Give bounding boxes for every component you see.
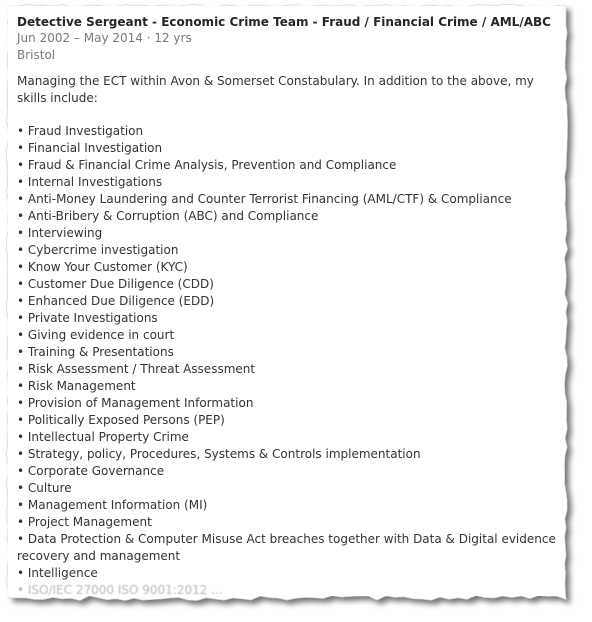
skill-item: • Private Investigations [17,311,158,325]
skill-item: • Internal Investigations [17,175,163,189]
skill-item: • Management Information (MI) [17,498,208,512]
skill-item: • Intellectual Property Crime [17,430,189,444]
skill-item: • Enhanced Due Diligence (EDD) [17,294,215,308]
skill-item: • Risk Assessment / Threat Assessment [17,362,256,376]
skills-list [17,123,564,582]
skill-item: • Giving evidence in court [17,328,175,342]
skill-item: • Training & Presentations [17,345,174,359]
skill-item: • Intelligence [17,566,98,580]
skill-item: • Financial Investigation [17,141,163,155]
job-dates: Jun 2002 – May 2014 · 12 yrs [17,31,192,45]
skill-item: • Strategy, policy, Procedures, Systems & Controls implementation [17,447,421,461]
skill-item: • Risk Management [17,379,136,393]
skill-item: • Fraud Investigation [17,124,144,138]
skill-item: • Know Your Customer (KYC) [17,260,188,274]
skill-item: • Data Protection & Computer Misuse Act breaches together with Data & Digital evidence recovery and management [17,532,556,563]
skill-item: • Interviewing [17,226,103,240]
skill-item: • Culture [17,481,72,495]
truncated-skill-item: • ISO/IEC 27000 ISO 9001:2012 ... [17,583,223,596]
skill-item: • Corporate Governance [17,464,165,478]
job-title: Detective Sergeant - Economic Crime Team - Fraud / Financial Crime / AML/ABC [17,15,551,29]
skill-item: • Fraud & Financial Crime Analysis, Prevention and Compliance [17,158,397,172]
skill-item: • Anti-Money Laundering and Counter Terrorist Financing (AML/CTF) & Compliance [17,192,512,206]
skill-item: • Project Management [17,515,152,529]
job-description: Managing the ECT within Avon & Somerset Constabulary. In addition to the above, my skills include: [17,74,534,105]
skill-item: • Cybercrime investigation [17,243,179,257]
experience-entry [8,6,564,596]
job-location: Bristol [17,48,56,62]
skill-item: • Anti-Bribery & Corruption (ABC) and Compliance [17,209,319,223]
skill-item: • Provision of Management Information [17,396,254,410]
skill-item: • Politically Exposed Persons (PEP) [17,413,225,427]
skill-item: • Customer Due Diligence (CDD) [17,277,214,291]
